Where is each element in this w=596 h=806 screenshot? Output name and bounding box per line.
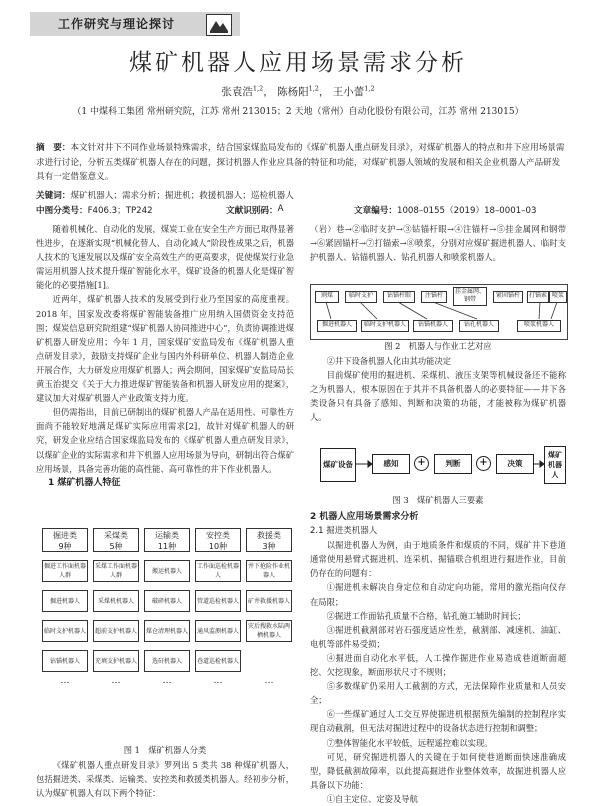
- section-heading: 1 煤矿机器人特征: [48, 477, 121, 488]
- process-step: 钻锚杆眼: [383, 291, 415, 303]
- section-heading: 2 机器人应用场景需求分析: [310, 512, 419, 522]
- article-id-value: 1008–0155（2019）18–0001–03: [396, 206, 537, 216]
- figure-1-classification: [36, 528, 294, 748]
- clc-field: [36, 204, 153, 216]
- body-paragraph: 近两年，煤矿机器人技术的发展受到行业乃至国家的高度重视。2018 年，国家发改委将煤矿智能装备推广应用纳入国债资金支持范围；煤炭信息研究院组建“煤矿机器人协同推进中心”，负责协调推进煤矿机器人研发应用；今年 1 月，国家煤矿安监局发布《煤矿机器人重点研发目录》，鼓励支持煤矿企业与国内外科研单位、机器人制造企业开展合作，大力研发应用煤矿机器人；两会期间，国家煤矿安监局局长黄玉治提交《关于大力推进煤矿智能装备和机器人研发应用的提案》，建议加大对煤矿机器人产业政策支持力度。: [36, 294, 294, 404]
- body-paragraph: 《煤矿机器人重点研发目录》罗列出 5 类共 38 种煤矿机器人，包括掘进类、采煤类、运输类、安控类和救援类机器人。经初步分析，认为煤矿机器人有以下两个特征：: [36, 760, 294, 799]
- keywords-text: 煤矿机器人；需求分析；掘进机；救援机器人；巡检机器人: [70, 191, 294, 201]
- article-id-label: 文章编号：: [354, 206, 397, 216]
- perception-box: 感知: [372, 454, 410, 474]
- mapped-robot: 钻锚机器人: [413, 320, 453, 332]
- journal-section-label: 工作研究与理论探讨: [58, 17, 176, 31]
- process-step: 喷浆: [549, 291, 567, 303]
- abstract-text: 本文针对井下不同作业场景特殊需求，结合国家煤监局发布的《煤矿机器人重点研发目录》，对煤矿机器人的特点和井下应用场景需求进行讨论，分析五类煤矿机器人存在的问题，探讨机器人作业应具备的特征和功能，对煤矿机器人领域的发展和相关企业机器人产品研发具有一定借鉴意义。: [36, 143, 565, 182]
- article-id-field: [354, 204, 537, 216]
- process-step: 挂金属网、钢带: [453, 287, 487, 306]
- left-column-body: [36, 222, 294, 490]
- abstract: [36, 141, 566, 185]
- ellipsis: …: [60, 676, 70, 686]
- category-column: [195, 528, 241, 686]
- list-item: ⑦整体智能化水平较低，远程遥控难以实现。: [326, 737, 493, 748]
- clc-label: 中图分类号：: [36, 206, 88, 216]
- doc-code-label: 文献识别码：: [226, 206, 278, 216]
- process-step: 注锚杆: [421, 291, 447, 303]
- doc-code-value: A: [277, 204, 284, 214]
- keywords-label: 关键词：: [36, 191, 71, 201]
- robot-item: 掘进工作面机器人群: [42, 560, 88, 582]
- robot-item: 工作面巡检机器人: [195, 560, 241, 582]
- subsection-heading: 2.1 掘进类机器人: [310, 526, 378, 537]
- right-column-body: [310, 510, 566, 806]
- process-step: 打锚索: [527, 291, 549, 303]
- body-paragraph: 随着机械化、自动化的发展，煤炭工业在安全生产方面已取得显著性进步，在逐渐实现“机械化替人、自动化减人”阶段性成果之后，机器人技术的飞速发展以及煤矿安全高效生产的更高要求，促使煤炭行业急需运用机器人技术提升煤矿智能化水平，煤矿设备的机器人化是煤矿智能化的必要措施[1]。: [36, 224, 294, 291]
- author-list: [0, 84, 596, 99]
- author-name: 陈杨阳: [277, 86, 309, 98]
- body-paragraph: 但仍需指出，目前已研制出的煤矿机器人产品在适用性、可靠性方面尚不能较好地满足煤矿实际应用需求[2]，故针对煤矿机器人的研究，研发企业应结合国家煤监局发布的《煤矿机器人重点研发目录》，以煤矿企业的实际需求和井下机器人应用场景为导向，研制出符合煤矿应用场景，具备完善功能的高性能、高可靠性的井下作业机器人。: [36, 407, 294, 474]
- list-item: ①自主定位、定姿及导航: [326, 793, 418, 804]
- author-name: 张袁浩: [221, 86, 253, 98]
- coal-robot-box: 煤矿机器人: [544, 446, 566, 484]
- right-column-mid: [310, 354, 566, 424]
- robot-item: 超前支护机器人: [93, 620, 139, 642]
- process-step: 紧固锚杆: [493, 291, 523, 303]
- journal-logo-icon: [206, 14, 232, 36]
- category-header: 救援类 3种: [246, 528, 292, 552]
- mapped-robot: 钻孔机器人: [459, 320, 499, 332]
- figure-3-caption: 图 3 煤矿机器人三要素: [392, 495, 484, 505]
- ellipsis: …: [213, 676, 223, 686]
- affiliation: （1 中煤科工集团 常州研究院，江苏 常州 213015；2 天地（常州）自动化股份有限公司，江苏 常州 213015）: [72, 107, 524, 117]
- robot-item: 巷道巡检机器人: [195, 650, 241, 672]
- robot-item: 通风监测机器人: [195, 620, 241, 642]
- judgment-box: 判断: [434, 454, 472, 474]
- author-affil-sup: 1,2: [364, 84, 375, 93]
- robot-item: 采煤机机器人: [93, 590, 139, 612]
- clc-value: F406.3；TP242: [87, 206, 153, 216]
- mapped-robot: 喷浆机器人: [517, 320, 561, 332]
- robot-item: 煤仓清理机器人: [144, 620, 190, 642]
- category-header: 运输类 11种: [144, 528, 190, 552]
- list-item: ①掘进机未解决自身定位和自动定向功能，常用的激光指向仪存在局限；: [310, 582, 566, 607]
- keywords: [36, 189, 566, 201]
- category-column: [93, 528, 139, 686]
- right-column-head: [310, 222, 566, 264]
- plus-icon: +: [476, 456, 491, 471]
- robot-item: 破碎机器人: [144, 590, 190, 612]
- doc-code-field: [226, 204, 284, 216]
- author-separator: ，: [263, 86, 274, 98]
- plus-icon: +: [414, 456, 429, 471]
- list-item: ②掘进工作面钻孔质量不合格，钻孔施工辅助时间长；: [326, 610, 526, 621]
- figure-2-caption: 图 2 机器人与作业工艺对应: [384, 341, 492, 351]
- left-column-tail: [36, 758, 294, 800]
- robot-item: 灾后搜救水陆两栖机器人: [246, 620, 292, 642]
- abstract-label: 摘 要：: [36, 143, 71, 153]
- category-column: [144, 528, 190, 686]
- category-column: [42, 528, 88, 686]
- robot-item: 矿井救援机器人: [246, 590, 292, 612]
- author-affil-sup: 1,2: [252, 84, 264, 93]
- category-header: 采煤类 5种: [93, 528, 139, 552]
- list-item: ③掘进机截割部对岩石强度适应性差，截割部、减速机、油缸、电机等部件易受损；: [310, 624, 566, 649]
- category-column: [246, 528, 292, 686]
- author-name: 王小蕾: [332, 86, 365, 98]
- robot-item: 钻锚机器人: [42, 650, 88, 672]
- list-item: ⑤多数煤矿仍采用人工截割的方式，无法保障作业质量和人员安全；: [310, 681, 566, 706]
- category-header: 掘进类 9种: [42, 528, 88, 552]
- paper-title: 煤矿机器人应用场景需求分析: [129, 50, 467, 76]
- body-paragraph: 可见，研究掘进机器人的关键在于如何使巷道断面快速准确成型，降低截割故障率，以此提高掘进作业整体效率，故掘进机器人应具备以下功能：: [310, 751, 566, 790]
- list-item: ⑥一些煤矿通过人工交互界使掘进机根据预先编制的控制程序实现自动截割，但无法对掘进过程中的设备状态进行控制和调整；: [310, 709, 566, 734]
- ellipsis: …: [162, 676, 172, 686]
- robot-item: 井下抢险作业机器人: [246, 560, 292, 582]
- robot-item: 充填支护机器人: [93, 650, 139, 672]
- body-paragraph: 目前煤矿使用的掘进机、采煤机、液压支架等机械设备还不能称之为机器人，根本原因在于其并不具备机器人的必要特征——井下各类设备只有具备了感知、判断和决策的功能，才能被称为煤矿机器人。: [310, 370, 566, 423]
- ellipsis: …: [111, 676, 121, 686]
- figure-3-three-elements: [310, 440, 566, 492]
- process-step: 割煤: [315, 291, 339, 303]
- body-paragraph: 以掘进机器人为例，由于地质条件和煤质的不同，煤矿井下巷道通常使用悬臂式掘进机、连采机、掘锚联合机组进行掘进作业，目前仍存在的问题有：: [310, 540, 566, 579]
- mapped-robot: 临时支护机器人: [361, 320, 409, 332]
- flow-arrows: [310, 440, 566, 492]
- body-paragraph: ②井下设备机器人化由其功能决定: [326, 356, 452, 366]
- robot-item: 临时支护机器人: [42, 620, 88, 642]
- process-step: 临时支护: [345, 291, 377, 303]
- figure-1-caption: 图 1 煤矿机器人分类: [123, 745, 207, 755]
- robot-item: 采煤工作面机器人群: [93, 560, 139, 582]
- coal-equipment-box: 煤矿设备: [320, 448, 356, 482]
- category-header: 安控类 10种: [195, 528, 241, 552]
- robot-item: 管道巡检机器人: [195, 590, 241, 612]
- figure-2-process-mapping: [310, 284, 568, 340]
- body-paragraph: （岩）巷→②临时支护→③钻锚杆眼→④注锚杆→⑤挂金属网和钢带→⑥紧固锚杆→⑦打锚索→⑧喷浆，分别对应煤矿掘进机器人、临时支护机器人、钻锚机器人、钻孔机器人和喷浆机器人。: [310, 224, 566, 263]
- mapped-robot: 掘进机器人: [317, 320, 357, 332]
- list-item: ④掘进面自动化水平低，人工操作掘进作业易造成巷道断面超挖、欠挖现象，断面形状尺寸不规则；: [310, 652, 566, 678]
- ellipsis: …: [264, 676, 274, 686]
- robot-item: 搬运机器人: [144, 560, 190, 582]
- robot-item: 选矸机器人: [144, 650, 190, 672]
- robot-item: 掘进机器人: [42, 590, 88, 612]
- author-affil-sup: 1,2: [308, 84, 319, 93]
- author-separator: ，: [318, 86, 330, 98]
- decision-box: 决策: [496, 454, 534, 474]
